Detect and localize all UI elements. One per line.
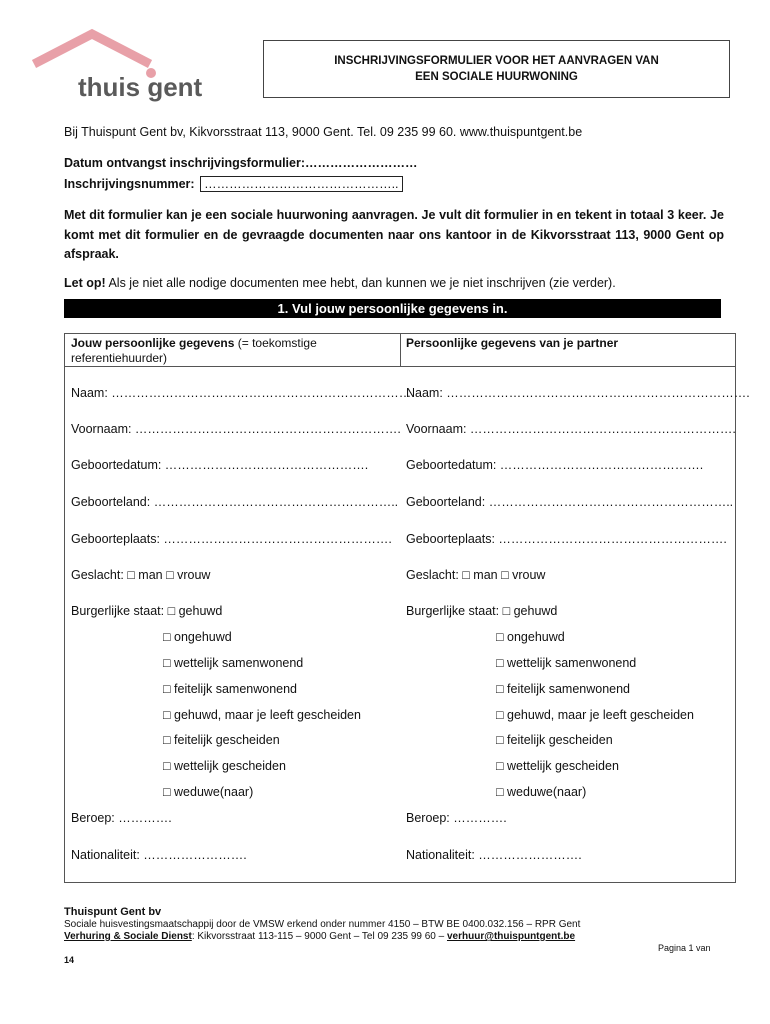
form-title-line2: EEN SOCIALE HUURWONING [415, 71, 578, 83]
footer-dienst-label: Verhuring & Sociale Dienst [64, 931, 192, 942]
form-title [263, 40, 730, 98]
footer-company: Thuispunt Gent bv [64, 906, 162, 918]
let-op-text: Als je niet alle nodige documenten mee hebt, dan kunnen we je niet inschrijven (zie verder). [105, 276, 616, 290]
applicant-voornaam-field[interactable]: Voornaam: ………………………………………………………. [71, 422, 401, 436]
datum-ontvangst: Datum ontvangst inschrijvingsformulier:……………………… [64, 156, 418, 170]
applicant-geboorteland-field[interactable]: Geboorteland: ………………………………………………….. [71, 495, 399, 509]
applicant-status-option[interactable]: □ feitelijk samenwonend [163, 682, 298, 696]
address-line: Bij Thuispunt Gent bv, Kikvorsstraat 113, 9000 Gent. Tel. 09 235 99 60. www.thuispuntgent.be [64, 125, 583, 139]
partner-geslacht-options[interactable]: Geslacht: □ man □ vrouw [406, 568, 546, 582]
partner-geboorteplaats-field[interactable]: Geboorteplaats: ………………………………………………. [406, 532, 727, 546]
let-op-label: Let op! [64, 276, 106, 290]
footer-dienst-text: : Kikvorsstraat 113-115 – 9000 Gent – Tel 09 235 99 60 – [191, 931, 447, 942]
section-header: 1. Vul jouw persoonlijke gegevens in. [64, 299, 721, 318]
inschrijvingsnummer-field[interactable]: ……………………………………….. [200, 176, 402, 192]
applicant-status-option[interactable]: □ feitelijk gescheiden [163, 733, 280, 747]
applicant-geboortedatum-field[interactable]: Geboortedatum: …………………………………………. [71, 458, 369, 472]
right-column-header: Persoonlijke gegevens van je partner [406, 336, 619, 350]
applicant-status-option[interactable]: □ gehuwd, maar je leeft gescheiden [163, 708, 361, 722]
partner-voornaam-field[interactable]: Voornaam: ………………………………………………………. [406, 422, 736, 436]
form-title-line1: INSCHRIJVINGSFORMULIER VOOR HET AANVRAGEN VAN [334, 55, 659, 67]
page-total: 14 [64, 955, 75, 965]
applicant-status-option[interactable]: □ ongehuwd [163, 630, 232, 644]
inschrijvingsnummer-label: Inschrijvingsnummer: [64, 177, 195, 191]
left-column-header: Jouw persoonlijke gegevens (= toekomstige referentiehuurder) [71, 336, 317, 365]
let-op-note [64, 276, 616, 290]
partner-status-option[interactable]: □ wettelijk samenwonend [496, 656, 637, 670]
page-label: Pagina 1 van [658, 943, 711, 953]
partner-status-option[interactable]: □ weduwe(naar) [496, 785, 587, 799]
footer-line1: Sociale huisvestingsmaatschappij door de VMSW erkend onder nummer 4150 – BTW BE 0400.032.156 – RPR Gent [64, 919, 581, 930]
applicant-status-option[interactable]: □ wettelijk samenwonend [163, 656, 304, 670]
partner-status-option[interactable]: □ feitelijk samenwonend [496, 682, 631, 696]
partner-geboorteland-field[interactable]: Geboorteland: ………………………………………………….. [406, 495, 734, 509]
partner-beroep-field[interactable]: Beroep: …………. [406, 811, 507, 825]
applicant-status-option[interactable]: □ weduwe(naar) [163, 785, 254, 799]
partner-naam-field[interactable]: Naam: ………………………………………………………………. [406, 386, 750, 400]
partner-geboortedatum-field[interactable]: Geboortedatum: …………………………………………. [406, 458, 704, 472]
footer-line2 [64, 931, 575, 942]
partner-status-option[interactable]: □ ongehuwd [496, 630, 565, 644]
column-divider [400, 334, 401, 366]
partner-nationaliteit-field[interactable]: Nationaliteit: ……………………. [406, 848, 582, 862]
logo [30, 28, 230, 108]
partner-burgerlijke-staat[interactable]: Burgerlijke staat: □ gehuwd [406, 604, 558, 618]
personal-data-table [64, 333, 750, 883]
logo-text: thuis gent [78, 72, 203, 102]
inschrijvingsnummer [64, 176, 403, 192]
intro-text: Met dit formulier kan je een sociale huurwoning aanvragen. Je vult dit formulier in en tekent in totaal 3 keer. Je komt met dit formulier en de gevraagde documenten naar ons kantoor in de Kikvorsstraat 113, 9000 Gent op afspraak. [64, 208, 724, 261]
applicant-beroep-field[interactable]: Beroep: …………. [71, 811, 172, 825]
applicant-naam-field[interactable]: Naam: ………………………………………………………………. [71, 386, 415, 400]
applicant-nationaliteit-field[interactable]: Nationaliteit: ……………………. [71, 848, 247, 862]
applicant-burgerlijke-staat[interactable]: Burgerlijke staat: □ gehuwd [71, 604, 223, 618]
partner-status-option[interactable]: □ gehuwd, maar je leeft gescheiden [496, 708, 694, 722]
header-rule [65, 366, 735, 367]
applicant-geboorteplaats-field[interactable]: Geboorteplaats: ………………………………………………. [71, 532, 392, 546]
partner-status-option[interactable]: □ wettelijk gescheiden [496, 759, 619, 773]
footer-email-link[interactable]: verhuur@thuispuntgent.be [446, 931, 576, 942]
partner-status-option[interactable]: □ feitelijk gescheiden [496, 733, 613, 747]
applicant-geslacht-options[interactable]: Geslacht: □ man □ vrouw [71, 568, 211, 582]
applicant-status-option[interactable]: □ wettelijk gescheiden [163, 759, 286, 773]
